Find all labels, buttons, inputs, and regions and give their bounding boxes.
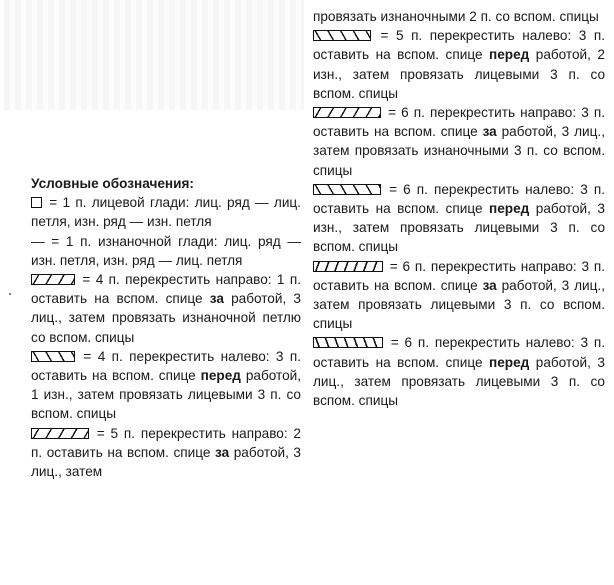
cross-left-6-knit-icon xyxy=(313,337,383,348)
legend-text: работой, 3 лиц., затем провязать изнаночными 3 п. со вспом. спицы xyxy=(313,124,605,178)
legend-entry xyxy=(31,270,301,347)
legend-right-items xyxy=(313,26,605,410)
legend-text: работой, 3 лиц., затем xyxy=(31,444,301,480)
legend-emphasis: перед xyxy=(200,368,241,384)
legend-text: работой, 2 изн., затем провязать лицевыми 3 п. со вспом. спицы xyxy=(313,47,605,101)
legend-text: = 4 п. перекрестить налево: 3 п. оставить на вспом. спице xyxy=(31,348,301,384)
legend-emphasis: за xyxy=(482,277,497,293)
cross-left-6-icon xyxy=(313,184,381,195)
cross-right-6-knit-icon xyxy=(313,261,383,272)
legend-entry xyxy=(313,103,605,180)
legend-entry xyxy=(31,232,301,270)
cross-right-6-icon xyxy=(313,107,381,118)
empty-square-icon xyxy=(31,197,42,208)
legend-entry xyxy=(31,347,301,424)
legend-entry xyxy=(313,333,605,410)
legend-continuation-text: провязать изнаночными 2 п. со вспом. спицы xyxy=(313,9,599,24)
legend-entry xyxy=(31,193,301,231)
legend-text: работой, 3 лиц., затем провязать лицевыми 3 п. со вспом. спицы xyxy=(313,354,605,409)
legend-right-column xyxy=(313,7,605,410)
legend-text: = 5 п. перекрестить налево: 3 п. оставить на вспом. спице xyxy=(313,28,605,63)
faded-scan-artifact xyxy=(4,0,304,110)
legend-entry xyxy=(31,424,301,482)
legend-text: работой, 3 лиц., затем провязать изнаночной петлю со вспом. спицы xyxy=(31,291,301,345)
legend-text: = 6 п. перекрестить налево: 3 п. оставить на вспом. спице xyxy=(313,181,605,217)
legend-text: = 6 п. перекрестить налево: 3 п. оставить на вспом. спице xyxy=(313,335,605,370)
legend-entry xyxy=(313,257,605,334)
legend-text: = 5 п. перекрестить направо: 2 п. оставить на вспом. спице xyxy=(31,425,301,460)
cross-right-4-icon xyxy=(31,274,75,285)
legend-text: = 4 п. перекрестить направо: 1 п. оставить на вспом. спице xyxy=(31,272,301,307)
legend-emphasis: перед xyxy=(489,201,530,217)
legend-emphasis: за xyxy=(215,444,230,460)
cross-left-4-icon xyxy=(31,351,75,362)
cross-right-5-icon xyxy=(31,428,89,439)
legend-emphasis: перед xyxy=(489,354,530,370)
legend-left-items xyxy=(31,193,301,481)
legend-text: работой, 1 изн., затем провязать лицевыми 3 п. со вспом. спицы xyxy=(31,368,301,422)
legend-emphasis: за xyxy=(482,124,497,140)
legend-text: работой, 3 лиц., затем провязать лицевыми 3 п. со вспом. спицы xyxy=(313,277,605,332)
legend-text: = 1 п. лицевой глади: лиц. ряд — лиц. петля, изн. ряд — изн. петля xyxy=(31,195,301,230)
legend-entry xyxy=(313,180,605,257)
legend-text: — = 1 п. изнаночной глади: лиц. ряд — изн. петля, изн. ряд — лиц. петля xyxy=(31,233,301,268)
legend-heading: Условные обозначения: xyxy=(31,176,194,191)
cross-left-5-icon xyxy=(313,30,371,41)
legend-emphasis: за xyxy=(209,291,224,307)
legend-entry xyxy=(313,26,605,103)
scan-speck xyxy=(9,293,11,295)
legend-emphasis: перед xyxy=(489,47,530,63)
legend-text: работой, 3 изн., затем провязать лицевыми 3 п. со вспом. спицы xyxy=(313,201,605,255)
legend-text: = 6 п. перекрестить направо: 3 п. оставить на вспом. спице xyxy=(313,105,605,140)
legend-text: = 6 п. перекрестить направо: 3 п. оставить на вспом. спице xyxy=(313,258,605,293)
legend-left-column xyxy=(31,174,301,481)
